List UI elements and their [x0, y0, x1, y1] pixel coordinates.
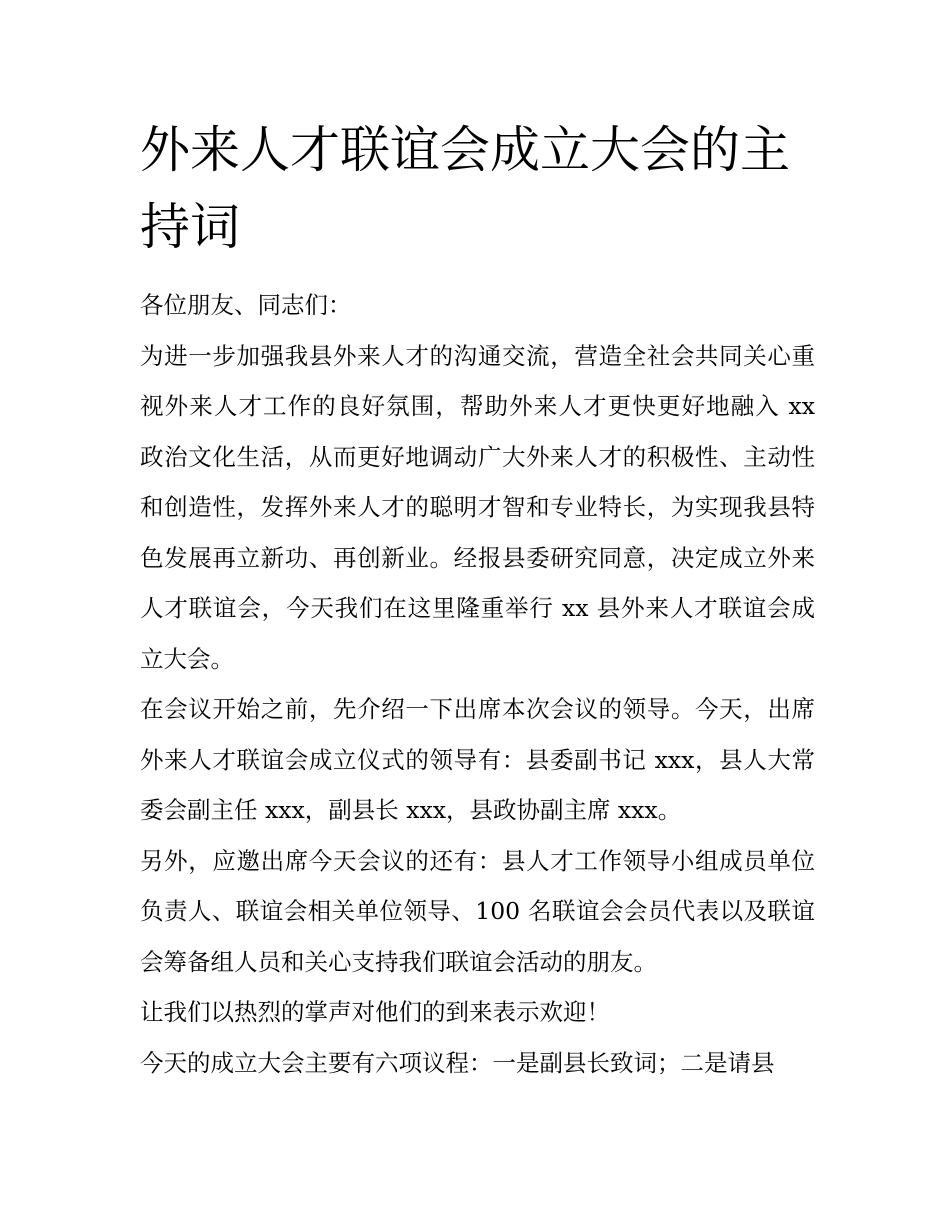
paragraph-purpose: 为进一步加强我县外来人才的沟通交流，营造全社会共同关心重视外来人才工作的良好氛围，帮助外来人才更快更好地融入 xx 政治文化生活，从而更好地调动广大外来人才的积极性、主动性和创造性，发挥外来人才的聪明才智和专业特长，为实现我县特色发展再立新功、再创新业。经报县委研究同意，决定成立外来人才联谊会，今天我们在这里隆重举行 xx 县外来人才联谊会成立大会。: [140, 341, 815, 673]
paragraph-leaders: 在会议开始之前，先介绍一下出席本次会议的领导。今天，出席外来人才联谊会成立仪式的领导有：县委副书记 xxx，县人大常委会副主任 xxx，副县长 xxx，县政协副主席 xxx。: [140, 695, 815, 824]
document-page: [140, 112, 815, 1088]
paragraph-agenda: 今天的成立大会主要有六项议程：一是副县长致词；二是请县: [140, 1048, 775, 1077]
paragraph-greeting: 各位朋友、同志们：: [140, 291, 352, 319]
paragraph-welcome: 让我们以热烈的掌声对他们的到来表示欢迎！: [140, 998, 610, 1026]
paragraph-guests: 另外，应邀出席今天会议的还有：县人才工作领导小组成员单位负责人、联谊会相关单位领导、100 名联谊会会员代表以及联谊会筹备组人员和关心支持我们联谊会活动的朋友。: [140, 846, 815, 976]
document-title: 外来人才联谊会成立大会的主持词: [140, 121, 790, 256]
